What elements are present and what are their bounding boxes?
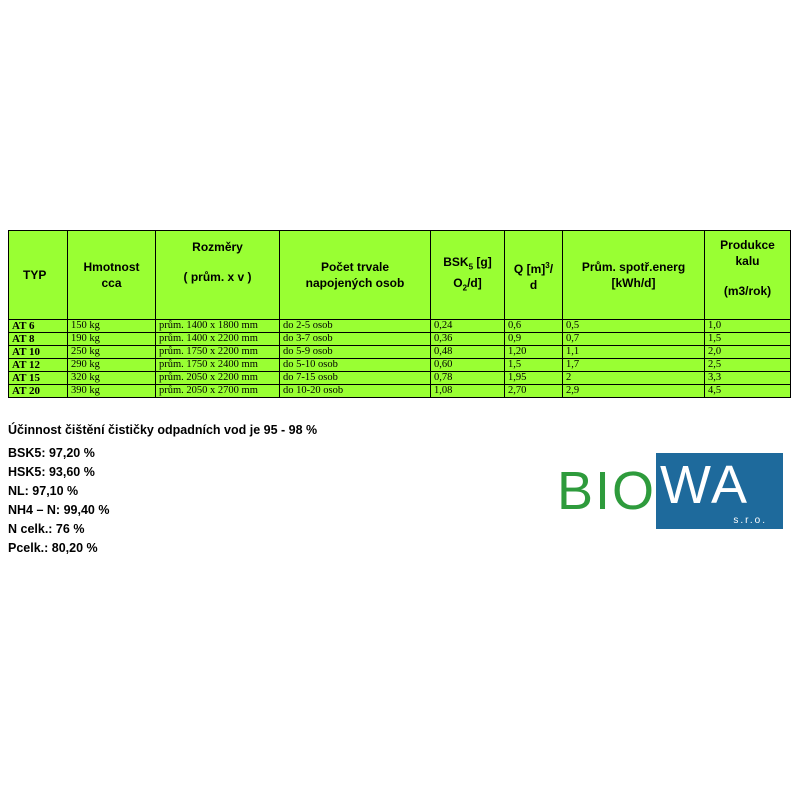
cell-hmotnost: 150 kg <box>68 320 156 333</box>
spec-table-body <box>9 320 791 398</box>
table-row <box>9 385 791 398</box>
logo-text-bio: BIO <box>556 461 656 521</box>
cell-hmotnost: 250 kg <box>68 346 156 359</box>
cell-q: 1,95 <box>505 372 563 385</box>
table-row <box>9 372 791 385</box>
cell-q: 1,20 <box>505 346 563 359</box>
header-q: Q $[m]^3/$ d <box>505 231 563 320</box>
efficiency-item: HSK5: 93,60 % <box>8 465 95 479</box>
cell-bsk: 1,08 <box>431 385 505 398</box>
cell-typ: AT 10 <box>9 346 68 359</box>
header-hmotnost: Hmotnost cca <box>68 231 156 320</box>
logo-text-sro: s.r.o. <box>733 515 767 526</box>
cell-bsk: 0,24 <box>431 320 505 333</box>
table-row <box>9 359 791 372</box>
cell-rozmery: prům. 2050 x 2700 mm <box>156 385 280 398</box>
efficiency-item: BSK5: 97,20 % <box>8 446 95 460</box>
cell-typ: AT 20 <box>9 385 68 398</box>
efficiency-section <box>8 419 317 558</box>
cell-kal: 3,3 <box>705 372 791 385</box>
cell-kal: 1,0 <box>705 320 791 333</box>
cell-rozmery: prům. 1400 x 1800 mm <box>156 320 280 333</box>
biowa-logo <box>532 453 783 529</box>
cell-bsk: 0,48 <box>431 346 505 359</box>
header-energie: Prům. spotř.energ [kWh/d] <box>563 231 705 320</box>
cell-bsk: 0,78 <box>431 372 505 385</box>
cell-kal: 2,0 <box>705 346 791 359</box>
logo-text-wa: WA <box>660 455 749 515</box>
cell-rozmery: prům. 1750 x 2400 mm <box>156 359 280 372</box>
header-pocet: Počet trvale napojených osob <box>280 231 431 320</box>
cell-bsk: 0,60 <box>431 359 505 372</box>
cell-energie: 1,7 <box>563 359 705 372</box>
efficiency-item: Pcelk.: 80,20 % <box>8 541 98 555</box>
spec-table <box>8 230 791 398</box>
table-header-row <box>9 231 791 320</box>
cell-typ: AT 15 <box>9 372 68 385</box>
cell-pocet: do 7-15 osob <box>280 372 431 385</box>
cell-pocet: do 3-7 osob <box>280 333 431 346</box>
table-row <box>9 346 791 359</box>
cell-kal: 2,5 <box>705 359 791 372</box>
cell-pocet: do 2-5 osob <box>280 320 431 333</box>
cell-hmotnost: 320 kg <box>68 372 156 385</box>
cell-energie: 2 <box>563 372 705 385</box>
cell-typ: AT 8 <box>9 333 68 346</box>
table-row <box>9 333 791 346</box>
cell-rozmery: prům. 1400 x 2200 mm <box>156 333 280 346</box>
cell-rozmery: prům. 2050 x 2200 mm <box>156 372 280 385</box>
cell-hmotnost: 190 kg <box>68 333 156 346</box>
cell-q: 0,6 <box>505 320 563 333</box>
efficiency-item: N celk.: 76 % <box>8 522 85 536</box>
cell-energie: 2,9 <box>563 385 705 398</box>
cell-energie: 1,1 <box>563 346 705 359</box>
header-produkce: Produkce kalu (m3/rok) <box>705 231 791 320</box>
efficiency-heading: Účinnost čištění čističky odpadních vod je 95 - 98 % <box>8 423 318 437</box>
cell-pocet: do 5-9 osob <box>280 346 431 359</box>
cell-energie: 0,5 <box>563 320 705 333</box>
cell-kal: 1,5 <box>705 333 791 346</box>
cell-kal: 4,5 <box>705 385 791 398</box>
efficiency-item: NH4 – N: 99,40 % <box>8 503 110 517</box>
logo-blue-box <box>656 453 783 529</box>
header-bsk: $BSK_5$ [g] $O_2/d$] <box>431 231 505 320</box>
cell-q: 0,9 <box>505 333 563 346</box>
cell-pocet: do 10-20 osob <box>280 385 431 398</box>
cell-q: 2,70 <box>505 385 563 398</box>
cell-typ: AT 6 <box>9 320 68 333</box>
header-rozmery: Rozměry ( prům. x v ) <box>156 231 280 320</box>
header-typ: TYP <box>9 231 68 320</box>
table-row <box>9 320 791 333</box>
cell-rozmery: prům. 1750 x 2200 mm <box>156 346 280 359</box>
cell-hmotnost: 390 kg <box>68 385 156 398</box>
cell-pocet: do 5-10 osob <box>280 359 431 372</box>
cell-q: 1,5 <box>505 359 563 372</box>
efficiency-item: NL: 97,10 % <box>8 484 79 498</box>
cell-hmotnost: 290 kg <box>68 359 156 372</box>
cell-typ: AT 12 <box>9 359 68 372</box>
cell-bsk: 0,36 <box>431 333 505 346</box>
cell-energie: 0,7 <box>563 333 705 346</box>
